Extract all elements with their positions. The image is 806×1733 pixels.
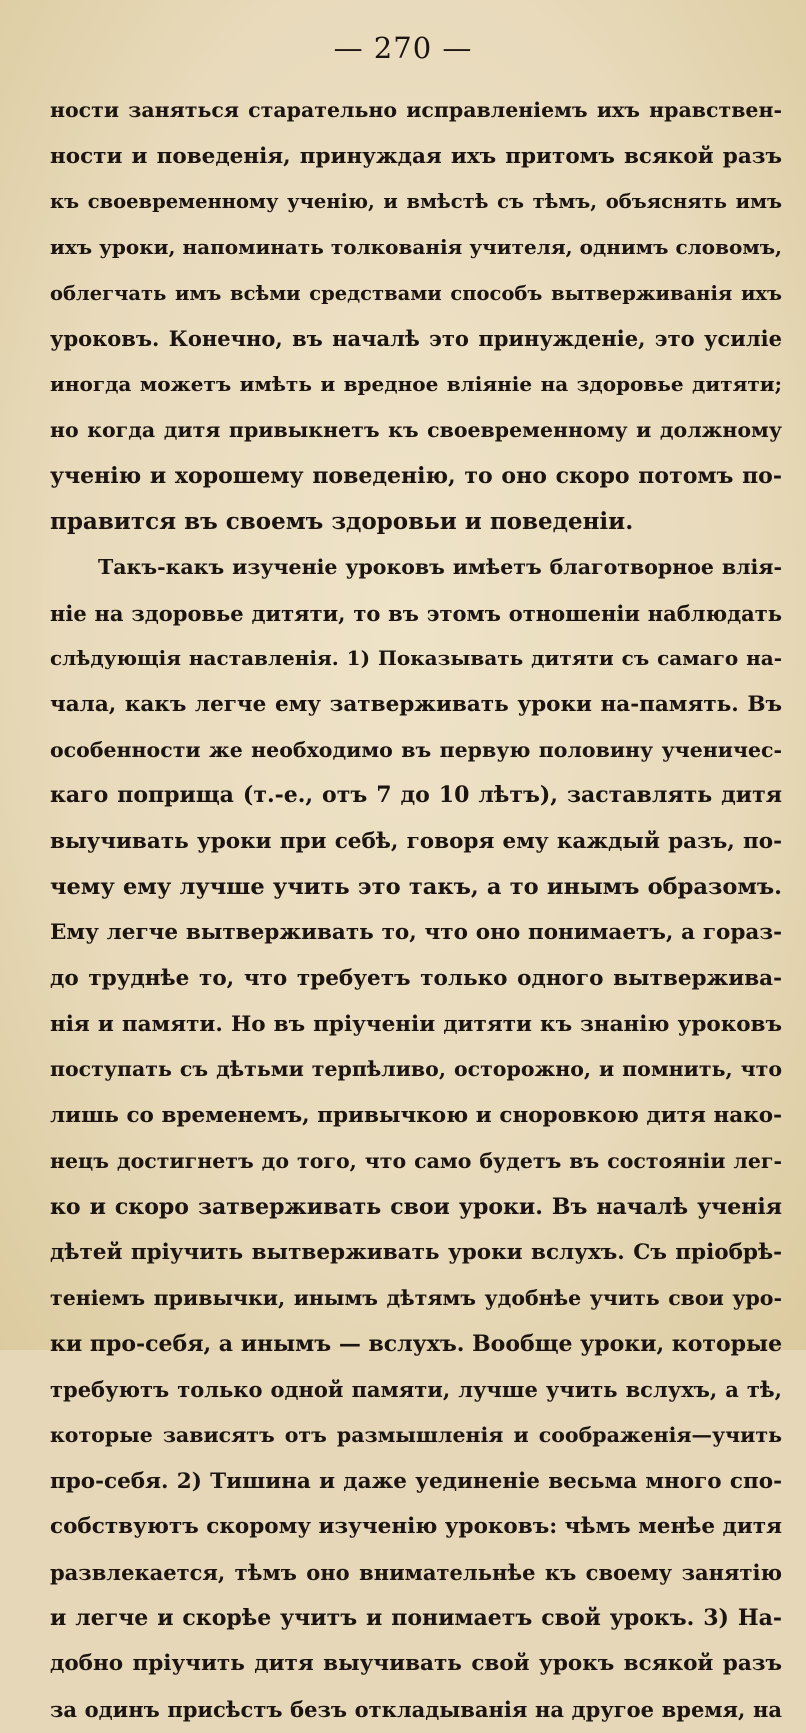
text-line: ки про-себя, а инымъ — вслухъ. Вообще уроки, которые [50, 1330, 783, 1357]
text-line: ко и скоро затверживать свои уроки. Въ началѣ ученія [50, 1193, 782, 1220]
body-text [50, 88, 782, 1733]
text-line: лишь со временемъ, привычкою и сноровкою дитя нако- [50, 1103, 782, 1129]
page-number: — 270 — [333, 31, 473, 65]
text-line: собствуютъ скорому изученію уроковъ: чѣмъ менѣе дитя [50, 1514, 782, 1540]
text-line: ніе на здоровье дитяти, то въ этомъ отношеніи наблюдать [50, 600, 782, 626]
text-line: теніемъ привычки, инымъ дѣтямъ удобнѣе учить свои уро- [50, 1285, 782, 1310]
paragraph-end-line: правится въ своемъ здоровьи и поведеніи. [50, 508, 634, 536]
text-line: ности и поведенія, принуждая ихъ притомъ всякой разъ [50, 143, 782, 169]
text-line: чала, какъ легче ему затверживать уроки на-память. Въ [50, 691, 782, 717]
text-line: но когда дитя привыкнетъ къ своевременному и должному [50, 417, 782, 442]
text-line: особенности же необходимо въ первую половину ученичес- [50, 737, 782, 762]
text-line: развлекается, тѣмъ оно внимательнѣе къ своему занятію [50, 1560, 782, 1585]
text-line: ученію и хорошему поведенію, то оно скоро потомъ по- [50, 462, 782, 489]
text-line: поступать съ дѣтьми терпѣливо, осторожно, и помнить, что [50, 1057, 782, 1082]
text-line: нецъ достигнетъ до того, что само будетъ въ состояніи лег- [50, 1148, 782, 1173]
text-line: ности заняться старательно исправленіемъ ихъ нравствен- [50, 98, 782, 122]
text-line: которые зависятъ отъ размышленія и соображенія—учить [50, 1422, 782, 1447]
text-line: дѣтей пріучить вытверживать уроки вслухъ. Съ пріобрѣ- [50, 1240, 782, 1266]
text-line: выучивать уроки при себѣ, говоря ему каждый разъ, по- [50, 829, 782, 854]
text-line: и легче и скорѣе учитъ и понимаетъ свой урокъ. 3) На- [50, 1604, 782, 1631]
text-line: до труднѣе то, что требуетъ только одного вытвержива- [50, 966, 782, 992]
paragraph-start-line: Такъ-какъ изученіе уроковъ имѣетъ благотворное влія- [98, 554, 782, 579]
text-line: про-себя. 2) Тишина и даже уединеніе весьма много спо- [50, 1468, 782, 1494]
text-line: нія и памяти. Но въ пріученіи дитяти къ знанію уроковъ [50, 1011, 782, 1037]
text-line: къ своевременному ученію, и вмѣстѣ съ тѣмъ, объяснять имъ [50, 190, 782, 214]
text-line: за одинъ присѣстъ безъ откладыванія на другое время, на [50, 1697, 782, 1723]
text-line: слѣдующія наставленія. 1) Показывать дитяти съ самаго на- [50, 646, 782, 671]
text-line: каго поприща (т.-е., отъ 7 до 10 лѣтъ), заставлять дитя [50, 782, 782, 809]
text-line: иногда можетъ имѣть и вредное вліяніе на здоровье дитяти; [50, 372, 782, 397]
text-line: чему ему лучше учить это такъ, а то инымъ образомъ. [50, 873, 782, 900]
text-line: требуютъ только одной памяти, лучше учить вслухъ, а тѣ, [50, 1377, 782, 1403]
text-line: ихъ уроки, напоминать толкованія учителя, однимъ словомъ, [50, 235, 782, 260]
text-line: Ему легче вытверживать то, что оно понимаетъ, а гораз- [50, 920, 782, 946]
text-line: облегчать имъ всѣми средствами способъ вытверживанія ихъ [50, 281, 782, 305]
text-line: добно пріучить дитя выучивать свой урокъ всякой разъ [50, 1651, 782, 1677]
text-line: уроковъ. Конечно, въ началѣ это принужденіе, это усиліе [50, 326, 782, 352]
